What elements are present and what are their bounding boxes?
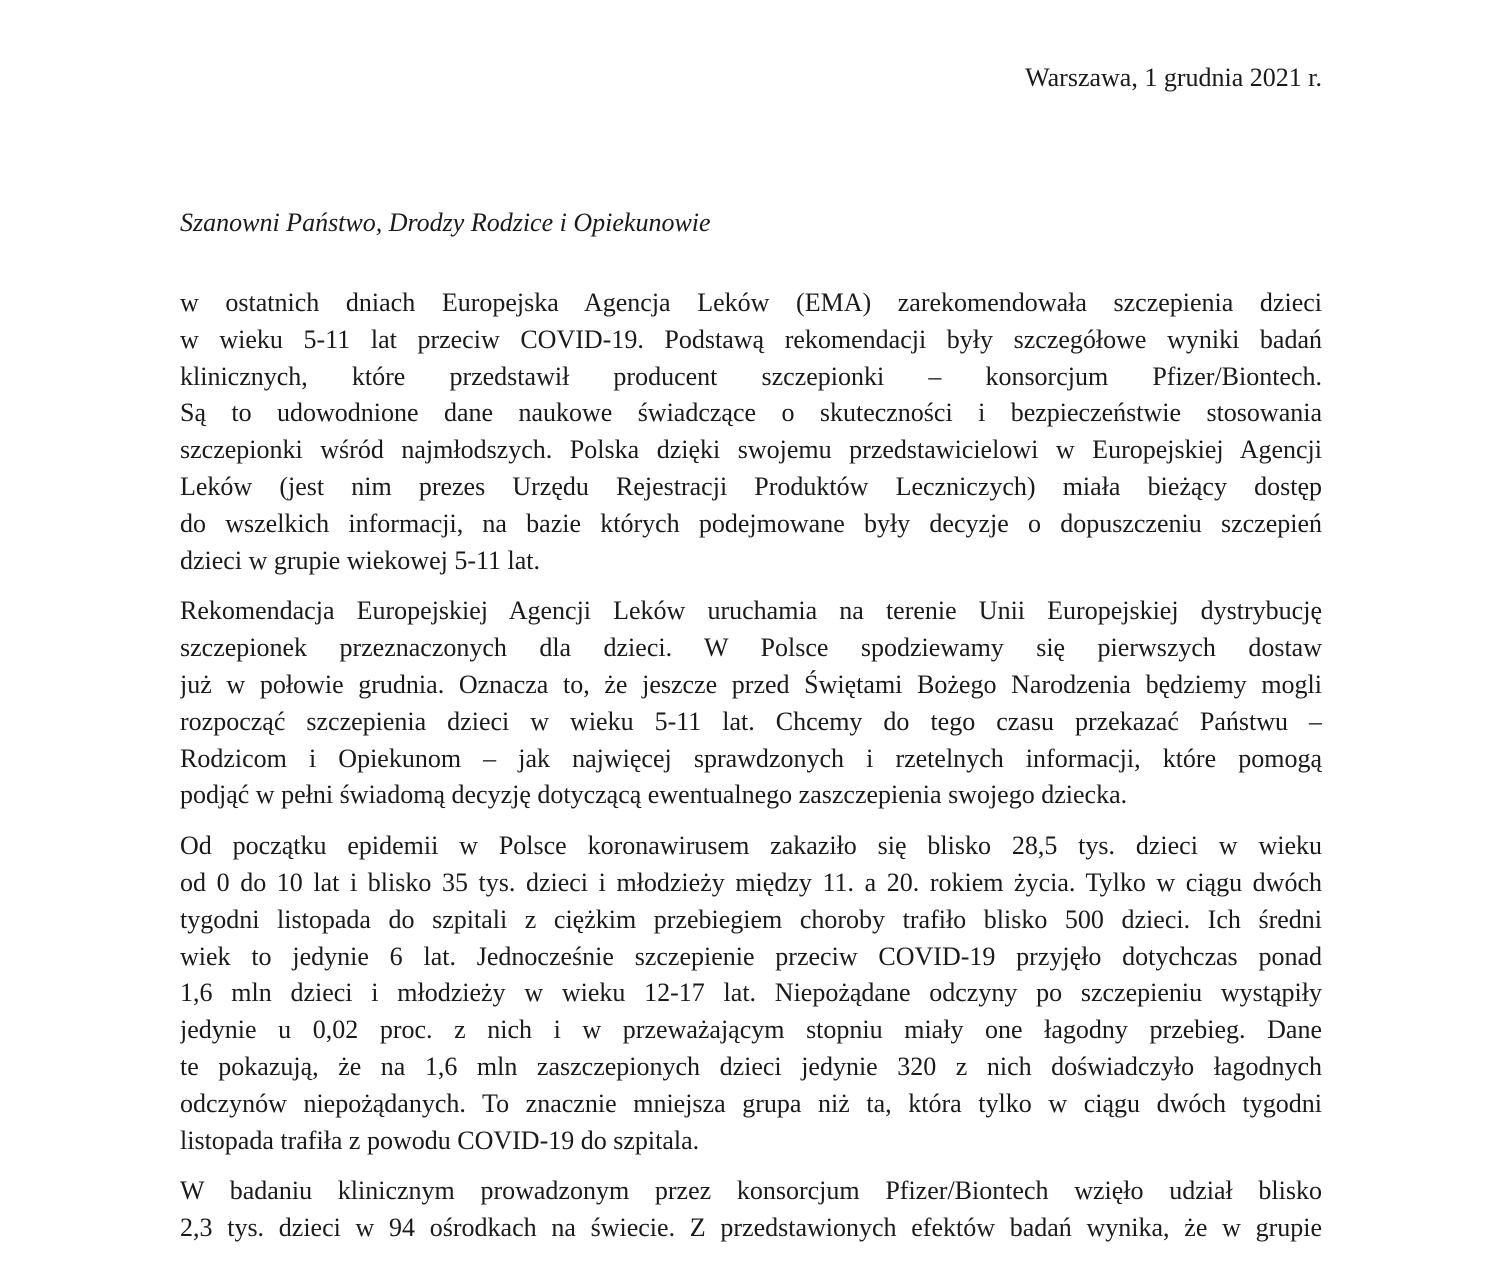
paragraph-4 [180, 1173, 1322, 1247]
text-line: listopada trafiła z powodu COVID-19 do szpitala. [180, 1125, 700, 1155]
text-line: te pokazują, że na 1,6 mln zaszczepionych dzieci jedynie 320 z nich doświadczyło łagodnych [180, 1051, 1322, 1081]
salutation: Szanowni Państwo, Drodzy Rodzice i Opiekunowie [180, 208, 711, 237]
text-line: już w połowie grudnia. Oznacza to, że jeszcze przed Świętami Bożego Narodzenia będziemy mogli [180, 669, 1322, 699]
text-line: w wieku 5-11 lat przeciw COVID-19. Podstawą rekomendacji były szczegółowe wyniki badań [180, 324, 1322, 354]
paragraph-1 [180, 285, 1322, 579]
text-line: tygodni listopada do szpitali z ciężkim przebiegiem choroby trafiło blisko 500 dzieci. Ich średni [180, 904, 1322, 934]
text-line: rozpocząć szczepienia dzieci w wieku 5-11 lat. Chcemy do tego czasu przekazać Państwu – [180, 706, 1322, 736]
text-line: Leków (jest nim prezes Urzędu Rejestracji Produktów Leczniczych) miała bieżący dostęp [180, 471, 1322, 501]
text-line: od 0 do 10 lat i blisko 35 tys. dzieci i młodzieży między 11. a 20. rokiem życia. Tylko w ciągu dwóch [180, 867, 1322, 897]
letter-body [180, 285, 1322, 1261]
text-line: Od początku epidemii w Polsce koronawirusem zakaziło się blisko 28,5 tys. dzieci w wieku [180, 831, 1322, 861]
place-date: Warszawa, 1 grudnia 2021 r. [1025, 63, 1322, 92]
text-line: 1,6 mln dzieci i młodzieży w wieku 12-17 lat. Niepożądane odczyny po szczepieniu wystąpiły [180, 978, 1322, 1008]
text-line: odczynów niepożądanych. To znacznie mniejsza grupa niż ta, która tylko w ciągu dwóch tygodni [180, 1088, 1322, 1118]
text-line: dzieci w grupie wiekowej 5-11 lat. [180, 545, 541, 575]
text-line: klinicznych, które przedstawił producent szczepionki – konsorcjum Pfizer/Biontech. [180, 361, 1322, 391]
text-line: w ostatnich dniach Europejska Agencja Leków (EMA) zarekomendowała szczepienia dzieci [180, 288, 1322, 317]
text-line: podjąć w pełni świadomą decyzję dotyczącą ewentualnego zaszczepienia swojego dziecka. [180, 780, 1128, 810]
text-line: szczepionki wśród najmłodszych. Polska dzięki swojemu przedstawicielowi w Europejskiej Agencji [180, 435, 1322, 465]
text-line: Rekomendacja Europejskiej Agencji Leków uruchamia na terenie Unii Europejskiej dystrybucję [180, 596, 1322, 626]
text-line: szczepionek przeznaczonych dla dzieci. W Polsce spodziewamy się pierwszych dostaw [180, 633, 1322, 663]
text-line: wiek to jedynie 6 lat. Jednocześnie szczepienie przeciw COVID-19 przyjęło dotychczas ponad [180, 941, 1322, 971]
text-line: jedynie u 0,02 proc. z nich i w przeważającym stopniu miały one łagodny przebieg. Dane [180, 1015, 1322, 1045]
paragraph-3 [180, 828, 1322, 1159]
text-line: Są to udowodnione dane naukowe świadczące o skuteczności i bezpieczeństwie stosowania [180, 398, 1322, 428]
text-line: W badaniu klinicznym prowadzonym przez konsorcjum Pfizer/Biontech wzięło udział blisko [180, 1176, 1322, 1206]
paragraph-2 [180, 593, 1322, 814]
text-line: 2,3 tys. dzieci w 94 ośrodkach na świecie. Z przedstawionych efektów badań wynika, że w grupie [180, 1213, 1322, 1243]
text-line: do wszelkich informacji, na bazie których podejmowane były decyzje o dopuszczeniu szczepień [180, 508, 1322, 538]
text-line: Rodzicom i Opiekunom – jak najwięcej sprawdzonych i rzetelnych informacji, które pomogą [180, 743, 1322, 773]
